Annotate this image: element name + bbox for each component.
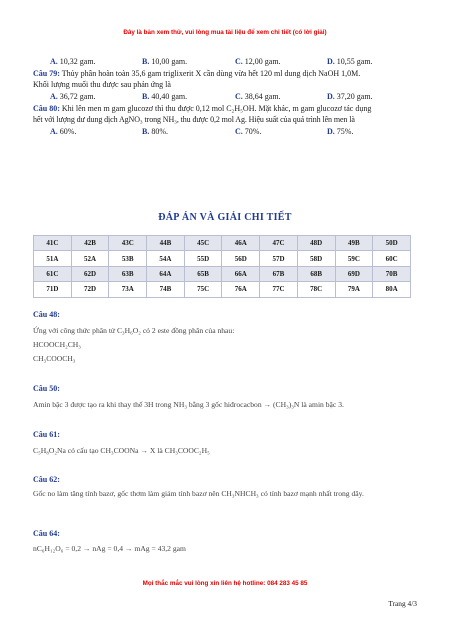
option-c: C. 12,00 gam. bbox=[235, 57, 281, 66]
hotline-banner: Mọi thắc mắc vui lòng xin liên hệ hotline: 084 283 45 85 bbox=[142, 580, 308, 587]
question-80-line-2: hết với lượng dư dung dịch AgNO₃ trong NH₃, thu được 0,2 mol Ag. Hiệu suất của quá trình lên men là bbox=[33, 115, 355, 124]
solution-heading: Câu 48: bbox=[33, 310, 60, 319]
option-d: D. 75%. bbox=[327, 127, 354, 136]
solution-heading: Câu 50: bbox=[33, 384, 60, 393]
solution-text: HCOOCH₂CH₃ bbox=[33, 340, 81, 349]
solution-heading: Câu 64: bbox=[33, 529, 60, 538]
answer-cell: 60C bbox=[373, 251, 411, 266]
answer-cell: 46A bbox=[222, 236, 260, 251]
table-row bbox=[34, 251, 411, 266]
option-b: B. 10,00 gam. bbox=[142, 57, 188, 66]
answers-section-title: ĐÁP ÁN VÀ GIẢI CHI TIẾT bbox=[158, 212, 292, 223]
answer-cell: 56D bbox=[222, 251, 260, 266]
answer-cell: 63B bbox=[109, 266, 147, 281]
option-d: D. 10,55 gam. bbox=[327, 57, 373, 66]
answer-cell: 47C bbox=[260, 236, 298, 251]
answer-cell: 66A bbox=[222, 266, 260, 281]
option-a: A. 60%. bbox=[50, 127, 77, 136]
solution-text: Gốc no làm tăng tính bazơ, gốc thơm làm giảm tính bazơ nên CH₃NHCH₃ có tính bazơ mạnh nhất trong dãy. bbox=[33, 489, 364, 498]
answer-cell: 52A bbox=[71, 251, 109, 266]
solution-text: C₅H₈O₂Na có cấu tạo CH₃COONa → X là CH₃COOC₂H₅ bbox=[33, 446, 210, 455]
answer-cell: 42B bbox=[71, 236, 109, 251]
answer-cell: 57D bbox=[260, 251, 298, 266]
table-row bbox=[34, 236, 411, 251]
answer-cell: 68B bbox=[297, 266, 335, 281]
answer-cell: 80A bbox=[373, 282, 411, 297]
answer-cell: 73A bbox=[109, 282, 147, 297]
solution-heading: Câu 61: bbox=[33, 430, 60, 439]
answer-cell: 43C bbox=[109, 236, 147, 251]
answer-cell: 49B bbox=[335, 236, 373, 251]
solution-text: Ứng với công thức phân tử C₃H₆O₂ có 2 este đồng phân của nhau: bbox=[33, 326, 235, 335]
option-b: B. 80%. bbox=[142, 127, 169, 136]
answer-cell: 48D bbox=[297, 236, 335, 251]
answer-cell: 69D bbox=[335, 266, 373, 281]
solution-heading: Câu 62: bbox=[33, 475, 60, 484]
answer-cell: 78C bbox=[297, 282, 335, 297]
answer-cell: 54A bbox=[147, 251, 185, 266]
answer-cell: 71D bbox=[34, 282, 72, 297]
table-row bbox=[34, 266, 411, 281]
answer-cell: 72D bbox=[71, 282, 109, 297]
answer-cell: 41C bbox=[34, 236, 72, 251]
answer-cell: 76A bbox=[222, 282, 260, 297]
option-a: A. 36,72 gam. bbox=[50, 92, 96, 101]
option-c: C. 38,64 gam. bbox=[235, 92, 281, 101]
option-d: D. 37,20 gam. bbox=[327, 92, 373, 101]
option-a: A. 10,32 gam. bbox=[50, 57, 96, 66]
answer-cell: 79A bbox=[335, 282, 373, 297]
solution-text: CH₃COOCH₃ bbox=[33, 354, 76, 363]
question-80-line-1: Câu 80: Khi lên men m gam glucozơ thì thu được 0,12 mol C₂H₅OH. Mặt khác, m gam glucozơ tác dụng bbox=[33, 104, 372, 113]
solution-text: nC₆H₁₂O₆ = 0,2 → nAg = 0,4 → mAg = 43,2 gam bbox=[33, 544, 186, 553]
preview-notice-banner: Đây là bản xem thử, vui lòng mua tài liệu để xem chi tiết (có lời giải) bbox=[123, 29, 327, 36]
table-row bbox=[34, 282, 411, 297]
answer-cell: 64A bbox=[147, 266, 185, 281]
option-b: B. 40,40 gam. bbox=[142, 92, 188, 101]
answer-cell: 67B bbox=[260, 266, 298, 281]
answer-cell: 61C bbox=[34, 266, 72, 281]
question-79-line-1: Câu 79: Thủy phân hoàn toàn 35,6 gam triglixerit X cần dùng vừa hết 120 ml dung dịch NaOH 1,0M. bbox=[33, 69, 361, 78]
answer-cell: 53B bbox=[109, 251, 147, 266]
answer-cell: 51A bbox=[34, 251, 72, 266]
answer-key-table bbox=[33, 235, 411, 298]
answer-cell: 50D bbox=[373, 236, 411, 251]
answer-cell: 74B bbox=[147, 282, 185, 297]
answer-cell: 44B bbox=[147, 236, 185, 251]
answer-cell: 59C bbox=[335, 251, 373, 266]
answer-cell: 77C bbox=[260, 282, 298, 297]
page-number: Trang 4/3 bbox=[388, 599, 417, 608]
option-c: C. 70%. bbox=[235, 127, 262, 136]
answer-cell: 70B bbox=[373, 266, 411, 281]
answer-cell: 65B bbox=[184, 266, 222, 281]
answer-cell: 62D bbox=[71, 266, 109, 281]
answer-cell: 45C bbox=[184, 236, 222, 251]
answer-cell: 75C bbox=[184, 282, 222, 297]
answer-cell: 58D bbox=[297, 251, 335, 266]
solution-text: Amin bậc 3 được tạo ra khi thay thế 3H trong NH₃ bằng 3 gốc hiđrocacbon → (CH₃)₃N là amin bậc 3. bbox=[33, 400, 344, 409]
answer-cell: 55D bbox=[184, 251, 222, 266]
question-79-line-2: Khối lượng muối thu được sau phản ứng là bbox=[33, 80, 171, 89]
